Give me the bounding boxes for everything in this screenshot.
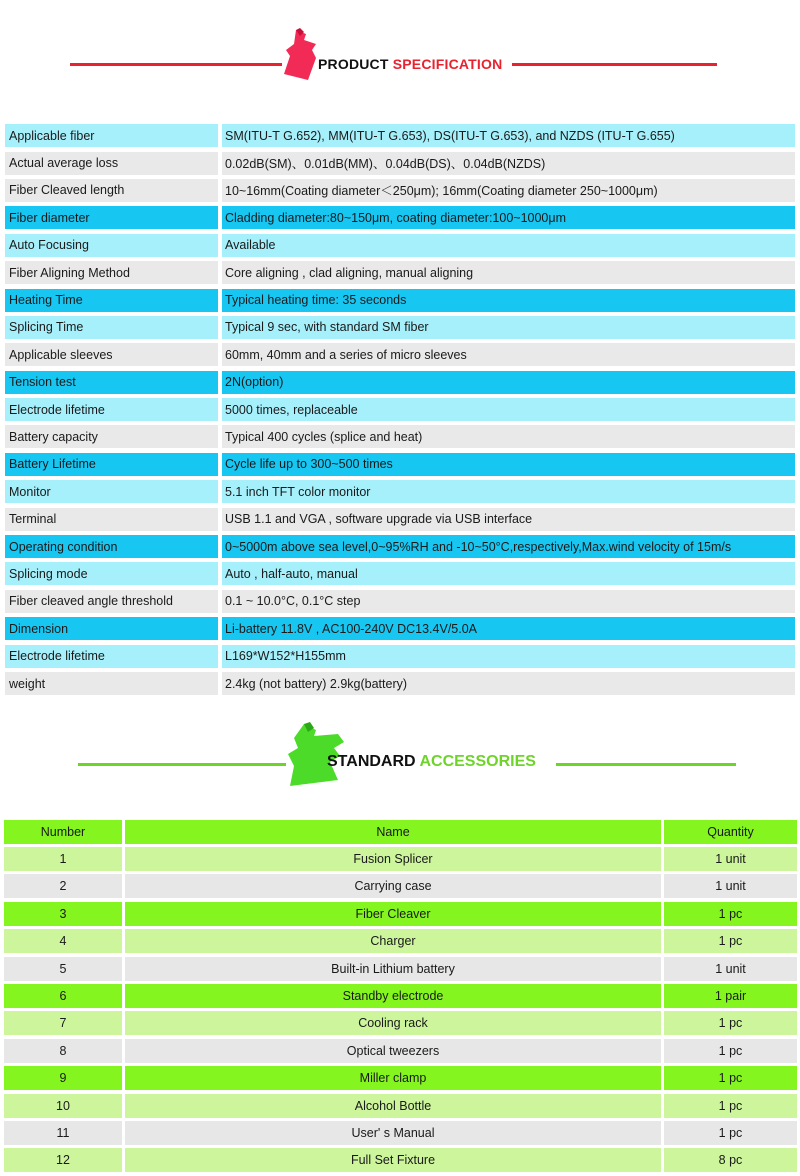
accessory-name: Charger — [125, 929, 661, 953]
spec-section-title — [318, 56, 502, 72]
accessory-number: 1 — [4, 847, 122, 871]
spec-value: Typical heating time: 35 seconds — [222, 289, 795, 312]
table-row — [5, 560, 795, 587]
accessory-quantity: 1 pc — [664, 1094, 797, 1118]
table-row — [4, 1119, 797, 1146]
spec-value: 5000 times, replaceable — [222, 398, 795, 421]
table-row — [5, 149, 795, 176]
accessory-name: Fusion Splicer — [125, 847, 661, 871]
spec-title-part1: PRODUCT — [318, 56, 389, 72]
accessory-quantity: 1 pc — [664, 1121, 797, 1145]
accessory-number: 7 — [4, 1011, 122, 1035]
table-row — [5, 588, 795, 615]
accessory-quantity: 1 unit — [664, 874, 797, 898]
banner-line-left — [70, 63, 282, 66]
table-row — [5, 232, 795, 259]
table-row — [5, 642, 795, 669]
accessory-number: 3 — [4, 902, 122, 926]
spec-logo-icon — [282, 28, 318, 88]
table-row — [5, 478, 795, 505]
spec-label: Fiber diameter — [5, 206, 218, 229]
accessory-quantity: 1 pc — [664, 1011, 797, 1035]
table-row — [5, 286, 795, 313]
spec-title-part2: SPECIFICATION — [392, 56, 503, 72]
spec-value: Typical 400 cycles (splice and heat) — [222, 425, 795, 448]
spec-label: Battery capacity — [5, 425, 218, 448]
accessories-title-part1: STANDARD — [327, 753, 416, 770]
spec-label: Battery Lifetime — [5, 453, 218, 476]
table-row — [5, 259, 795, 286]
table-row — [5, 177, 795, 204]
accessory-name: Miller clamp — [125, 1066, 661, 1090]
accessory-number: 6 — [4, 984, 122, 1008]
accessory-name: Fiber Cleaver — [125, 902, 661, 926]
spec-label: Electrode lifetime — [5, 645, 218, 668]
spec-label: Actual average loss — [5, 152, 218, 175]
table-row — [5, 369, 795, 396]
table-row — [4, 1147, 797, 1174]
accessory-quantity: 1 unit — [664, 957, 797, 981]
banner-line-right — [556, 763, 736, 766]
table-row — [5, 423, 795, 450]
spec-label: Electrode lifetime — [5, 398, 218, 421]
banner-line-left — [78, 763, 286, 766]
accessory-number: 2 — [4, 874, 122, 898]
accessories-table — [4, 818, 797, 1174]
spec-value: Cladding diameter:80~150μm, coating diameter:100~1000μm — [222, 206, 795, 229]
accessories-section-banner — [0, 720, 800, 795]
spec-label: Tension test — [5, 371, 218, 394]
accessory-name: Optical tweezers — [125, 1039, 661, 1063]
spec-label: Splicing Time — [5, 316, 218, 339]
table-row — [4, 1065, 797, 1092]
table-row — [5, 670, 795, 697]
spec-value: Core aligning , clad aligning, manual aligning — [222, 261, 795, 284]
table-row — [4, 873, 797, 900]
accessory-number: 5 — [4, 957, 122, 981]
table-row — [5, 451, 795, 478]
spec-label: Fiber Aligning Method — [5, 261, 218, 284]
accessory-name: User' s Manual — [125, 1121, 661, 1145]
accessory-quantity: 8 pc — [664, 1148, 797, 1172]
accessory-quantity: 1 pair — [664, 984, 797, 1008]
table-row — [5, 396, 795, 423]
table-row — [4, 955, 797, 982]
table-row — [4, 900, 797, 927]
spec-value: Cycle life up to 300~500 times — [222, 453, 795, 476]
spec-value: Typical 9 sec, with standard SM fiber — [222, 316, 795, 339]
spec-section-banner — [0, 20, 800, 100]
spec-label: Auto Focusing — [5, 234, 218, 257]
spec-label: Dimension — [5, 617, 218, 640]
table-row — [5, 533, 795, 560]
spec-label: Terminal — [5, 508, 218, 531]
table-row — [4, 1010, 797, 1037]
spec-label: Heating Time — [5, 289, 218, 312]
spec-label: Splicing mode — [5, 562, 218, 585]
table-row — [4, 928, 797, 955]
spec-table — [5, 122, 795, 697]
accessory-name: Full Set Fixture — [125, 1148, 661, 1172]
spec-value: 10~16mm(Coating diameter＜250μm); 16mm(Coating diameter 250~1000μm) — [222, 179, 795, 202]
spec-value: 0~5000m above sea level,0~95%RH and -10~50°C,respectively,Max.wind velocity of 15m/s — [222, 535, 795, 558]
spec-label: Applicable sleeves — [5, 343, 218, 366]
spec-value: L169*W152*H155mm — [222, 645, 795, 668]
table-row — [4, 845, 797, 872]
accessory-name: Carrying case — [125, 874, 661, 898]
accessory-number: 11 — [4, 1121, 122, 1145]
spec-value: 2N(option) — [222, 371, 795, 394]
spec-value: Auto , half-auto, manual — [222, 562, 795, 585]
spec-value: 60mm, 40mm and a series of micro sleeves — [222, 343, 795, 366]
accessory-number: 10 — [4, 1094, 122, 1118]
header-name: Name — [125, 820, 661, 844]
table-row — [5, 314, 795, 341]
spec-value: 2.4kg (not battery) 2.9kg(battery) — [222, 672, 795, 695]
banner-line-right — [512, 63, 717, 66]
spec-label: Operating condition — [5, 535, 218, 558]
accessories-title-part2: ACCESSORIES — [419, 753, 536, 770]
header-quantity: Quantity — [664, 820, 797, 844]
accessory-quantity: 1 pc — [664, 1066, 797, 1090]
accessory-number: 9 — [4, 1066, 122, 1090]
spec-value: 5.1 inch TFT color monitor — [222, 480, 795, 503]
table-row — [5, 341, 795, 368]
spec-value: Li-battery 11.8V , AC100-240V DC13.4V/5.0A — [222, 617, 795, 640]
table-header-row — [4, 818, 797, 845]
header-number: Number — [4, 820, 122, 844]
accessory-quantity: 1 pc — [664, 1039, 797, 1063]
accessory-number: 12 — [4, 1148, 122, 1172]
spec-label: Fiber cleaved angle threshold — [5, 590, 218, 613]
accessory-number: 4 — [4, 929, 122, 953]
accessory-name: Standby electrode — [125, 984, 661, 1008]
spec-value: USB 1.1 and VGA , software upgrade via USB interface — [222, 508, 795, 531]
accessory-name: Cooling rack — [125, 1011, 661, 1035]
accessory-name: Alcohol Bottle — [125, 1094, 661, 1118]
spec-label: Applicable fiber — [5, 124, 218, 147]
accessory-quantity: 1 unit — [664, 847, 797, 871]
table-row — [5, 204, 795, 231]
spec-value: 0.02dB(SM)、0.01dB(MM)、0.04dB(DS)、0.04dB(NZDS) — [222, 152, 795, 175]
spec-label: Monitor — [5, 480, 218, 503]
table-row — [4, 1092, 797, 1119]
table-row — [5, 615, 795, 642]
accessory-quantity: 1 pc — [664, 902, 797, 926]
spec-value: SM(ITU-T G.652), MM(ITU-T G.653), DS(ITU-T G.653), and NZDS (ITU-T G.655) — [222, 124, 795, 147]
table-row — [5, 505, 795, 532]
spec-value: Available — [222, 234, 795, 257]
table-row — [5, 122, 795, 149]
table-row — [4, 982, 797, 1009]
accessory-number: 8 — [4, 1039, 122, 1063]
accessory-name: Built-in Lithium battery — [125, 957, 661, 981]
table-row — [4, 1037, 797, 1064]
spec-label: weight — [5, 672, 218, 695]
accessories-section-title — [327, 753, 536, 771]
spec-value: 0.1 ~ 10.0°C, 0.1°C step — [222, 590, 795, 613]
spec-label: Fiber Cleaved length — [5, 179, 218, 202]
accessory-quantity: 1 pc — [664, 929, 797, 953]
